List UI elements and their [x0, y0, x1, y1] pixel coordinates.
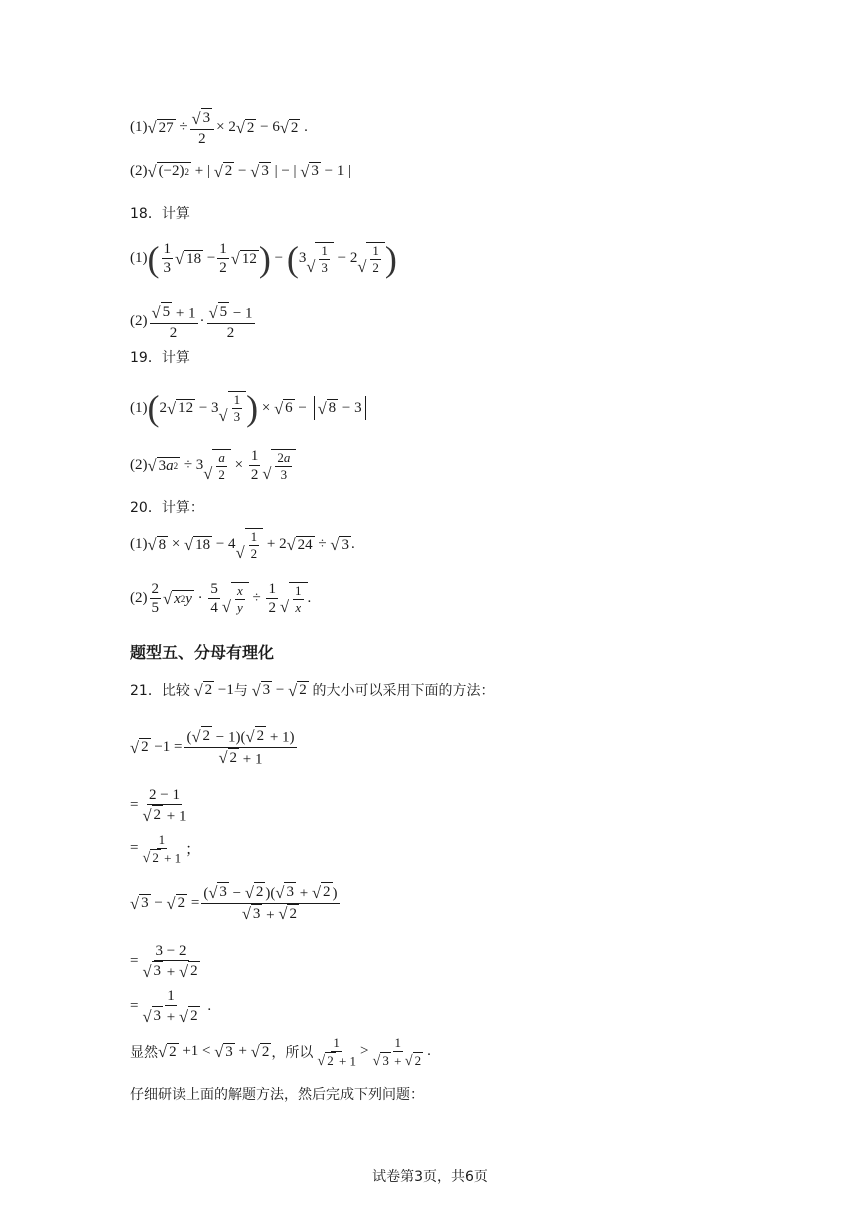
conclusion-line: 显然 √ 2 +1 < √ 3 + √ 2 ，所以 1 √ 2 + 1 > 1 √ 3 + √ 2 . [130, 1035, 431, 1069]
expression: $\frac{2}{5}$ √ x 2 y · $\frac{5}{4}$ √ $\frac{x}{y}$ ÷ $\frac{1}{2}$ √ $\frac{1}{x}$ . [151, 581, 312, 616]
part-label: (1) [130, 119, 148, 136]
intro-suffix: 的大小可以采用下面的方法： [312, 683, 495, 699]
problem-20-part-1 [130, 528, 355, 561]
expression: ( 2 √ 12 − 3 √ $\frac{1}{3}$ ) × √ 6 − √ 8 − 3 [148, 390, 369, 426]
problem-20-part-2 [130, 580, 311, 617]
question-18-title: 18．计算 [130, 206, 190, 222]
section-heading: 题型五、分母有理化 [130, 643, 275, 662]
derivation-2-step-2: = 3 − 2 √ 3 + √ 2 [130, 943, 198, 981]
expression: √ 8 × √ 18 − 4 √ $\frac{1}{2}$ + 2 √ 24 ÷ √ 3 . [147, 529, 355, 562]
problem-18-part-2 [130, 302, 257, 342]
problem-17-part-2 [130, 162, 351, 180]
derivation-1-step-2: = 2 − 1 √ 2 + 1 [130, 787, 187, 825]
part-label: (2) [130, 313, 148, 330]
problem-18-part-1 [130, 240, 397, 277]
question-20-title: 20．计算： [130, 500, 204, 516]
part-label: (1) [130, 536, 148, 553]
expression: √ 27 ÷ √ 3 2 × 2 √ 2 − 6 √ 2 . [147, 108, 308, 147]
obviously-text: 显然 [130, 1044, 158, 1061]
instruction-text: 仔细研读上面的解题方法，然后完成下列问题： [130, 1087, 424, 1103]
expression: ( $\frac{1}{3}$ √ 18 − $\frac{1}{2}$ √ 12 ) − ( 3 √ $\frac{1}{3}$ − 2 √ $\frac{1}{2}$ ) [147, 238, 397, 279]
therefore-text: ，所以 [271, 1044, 314, 1061]
page-footer: 试卷第3页，共6页 [372, 1169, 488, 1185]
part-label: (1) [130, 250, 148, 266]
part-label: (2) [130, 162, 148, 179]
derivation-2-step-1: √ 3 − √ 2 = ( √ 3 − √ 2 )( √ 3 + √ 2 ) √ 3 + √ 2 [130, 882, 338, 923]
problem-19-part-1 [130, 390, 369, 426]
derivation-1-step-3: = 1 √ 2 + 1 ； [130, 832, 201, 866]
derivation-2-step-3: = 1 √ 3 + √ 2 . [130, 988, 212, 1026]
intro-mid: 与 [233, 683, 248, 699]
part-label: (1) [130, 399, 148, 416]
question-21-intro: 21．比较 √ 2 −1 与 √ 3 − √ 2 的大小可以采用下面的方法： [130, 680, 495, 700]
expression: √ 5 + 1 2 · √ 5 − 1 2 [151, 302, 253, 341]
intro-prefix: 21．比较 [130, 683, 190, 699]
derivation-1-step-1: √ 2 −1 = ( √ 2 − 1)( √ 2 + 1) √ 2 + 1 [130, 726, 295, 767]
expression: √ (−2) 2 + | √ 2 − √ 3 | − | √ 3 − 1 | [147, 161, 352, 181]
question-19-title: 19．计算 [130, 350, 190, 366]
problem-19-part-2 [130, 447, 296, 484]
part-label: (2) [130, 457, 148, 473]
expression: √ 3 a 2 ÷ 3 √ $\frac{a}{2}$ × $\frac{1}{2}$ √ $\frac{2a}{3}$ [148, 447, 297, 484]
part-label: (2) [130, 590, 148, 606]
problem-17-part-1 [130, 108, 308, 148]
